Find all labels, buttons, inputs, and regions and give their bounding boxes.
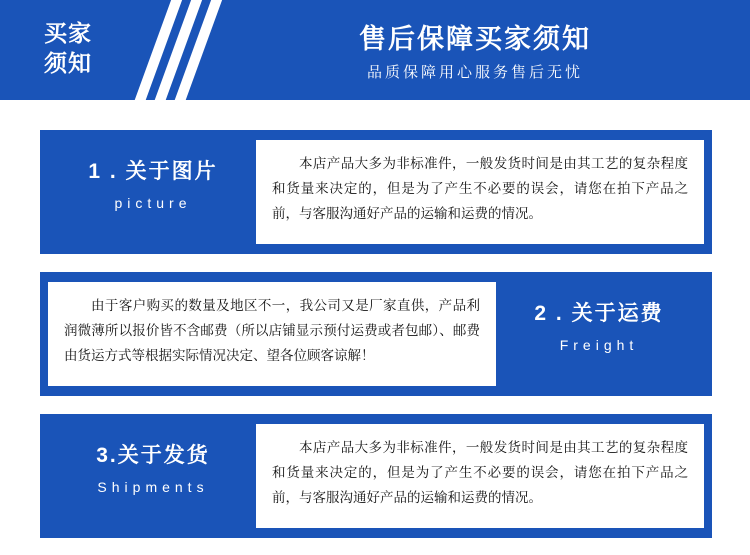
section-label-en: Shipments bbox=[97, 479, 209, 495]
section-body-text: 本店产品大多为非标准件，一般发货时间是由其工艺的复杂程度和货量来决定的，但是为了产生不必要的误会，请您在拍下产品之前，与客服沟通好产品的运输和运费的情况。 bbox=[272, 440, 688, 505]
notice-section-freight bbox=[40, 272, 712, 396]
section-body-freight bbox=[48, 282, 496, 386]
notice-section-picture bbox=[40, 130, 712, 254]
section-label-shipments bbox=[48, 442, 258, 496]
section-label-freight bbox=[494, 300, 704, 354]
section-body-text: 本店产品大多为非标准件，一般发货时间是由其工艺的复杂程度和货量来决定的，但是为了产生不必要的误会，请您在拍下产品之前，与客服沟通好产品的运输和运费的情况。 bbox=[272, 156, 688, 221]
section-label-cn: 1 . 关于图片 bbox=[88, 160, 218, 183]
header-text-block bbox=[235, 22, 715, 83]
section-body-picture bbox=[256, 140, 704, 244]
page-header bbox=[0, 0, 750, 100]
badge-line-2: 须知 bbox=[44, 50, 92, 76]
notice-section-shipments bbox=[40, 414, 712, 538]
section-label-picture bbox=[48, 158, 258, 212]
buyer-notice-badge bbox=[44, 18, 130, 82]
page-subtitle: 品质保障用心服务售后无忧 bbox=[366, 64, 583, 81]
section-label-en: picture bbox=[114, 195, 192, 211]
section-label-cn: 2 . 关于运费 bbox=[534, 302, 664, 325]
section-body-text: 由于客户购买的数量及地区不一，我公司又是厂家直供，产品利润微薄所以报价皆不含邮费（所以店铺显示预付运费或者包邮）、邮费由货运方式等根据实际情况决定、望各位顾客谅解！ bbox=[64, 298, 480, 363]
page-title: 售后保障买家须知 bbox=[359, 24, 591, 54]
badge-line-1: 买家 bbox=[44, 20, 92, 46]
section-label-cn: 3.关于发货 bbox=[96, 444, 210, 467]
section-body-shipments bbox=[256, 424, 704, 528]
section-label-en: Freight bbox=[559, 337, 639, 353]
